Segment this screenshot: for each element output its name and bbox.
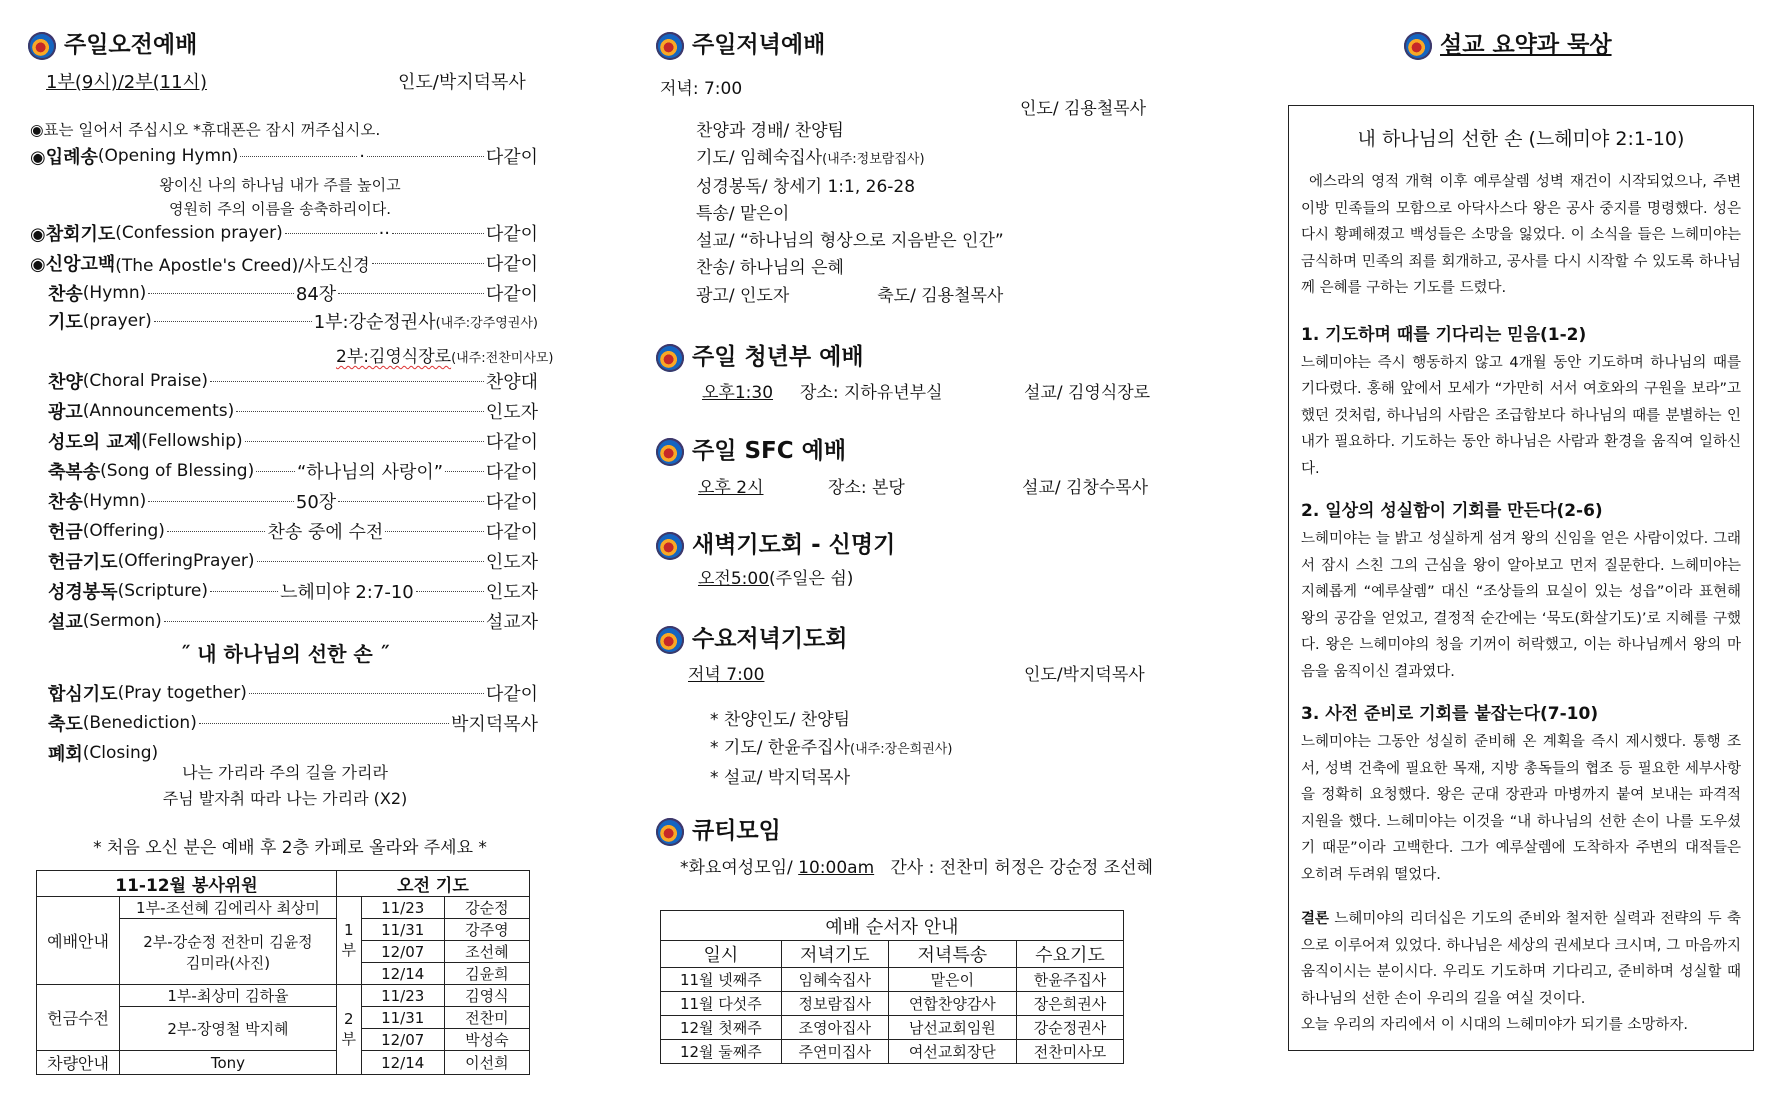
- order-table-cell: 12월 둘째주: [661, 1040, 782, 1064]
- prayer-date: 12/07: [361, 941, 444, 963]
- usher-second-line: 2부-강순정 전찬미 김윤정: [143, 932, 313, 951]
- wed-leader: 인도/박지덕목사: [1024, 665, 1145, 685]
- worship-item-english: (Benediction): [82, 713, 197, 733]
- church-logo-icon: [1404, 32, 1432, 60]
- prayer-second-service: [336, 342, 554, 367]
- worship-item-detail: 느헤미야 2:7-10: [280, 582, 414, 603]
- worship-item: [48, 710, 538, 736]
- worship-item-detail: “하나님의 사랑이”: [296, 462, 444, 483]
- prayer-date: 11/31: [361, 919, 444, 941]
- qt-title: 큐티모임: [692, 818, 781, 844]
- order-table-header: [661, 941, 1124, 968]
- prayer-date: 12/07: [361, 1029, 444, 1051]
- church-logo-icon: [656, 818, 684, 846]
- worship-item: [48, 368, 538, 394]
- sfc-time: 오후 2시: [698, 478, 764, 498]
- sfc-place: 장소: 본당: [828, 478, 905, 498]
- wed-line: [710, 734, 952, 764]
- lyric-line: 나는 가리라 주의 길을 가리라: [182, 763, 388, 782]
- morning-times: 1부(9시)/2부(11시): [46, 72, 207, 93]
- prayer-name: 강주영: [444, 919, 529, 941]
- sermon-title: ˝ 내 하나님의 선한 손 ˝: [180, 642, 390, 666]
- worship-item-label: 성경봉독: [48, 582, 118, 603]
- conclusion-text: 느헤미야의 리더십은 기도의 준비와 철저한 실력과 전략의 두 축으로 이루어져 있었다. 하나님은 세상의 권세보다 크시며, 그 마음까지 움직이시는 분이시다. 우리도 기도하며 기다리고, 준비하며 성실할 때 하나님의 선한 손이 우리의 길을 여실 것이다.: [1301, 911, 1741, 1007]
- order-table: [660, 910, 1124, 1064]
- prayer-name: 조선혜: [444, 941, 529, 963]
- worship-item: [30, 250, 538, 276]
- offering-second: 2부-장영철 박지혜: [120, 1007, 337, 1051]
- part-two: 2 부: [336, 985, 361, 1075]
- prayer-date: 11/23: [361, 897, 444, 919]
- worship-item-english: (Sermon): [82, 611, 162, 631]
- church-logo-icon: [656, 626, 684, 654]
- wed-prayer: * 기도/ 한윤주집사: [710, 738, 850, 758]
- worship-item-label: 성도의 교제: [48, 432, 142, 453]
- prayer-name: 강순정: [444, 897, 529, 919]
- prayer-header: 오전 기도: [336, 871, 529, 897]
- evening-line: [696, 283, 1004, 310]
- youth-place: 장소: 지하유년부실: [800, 383, 943, 403]
- prayer-date: 12/14: [361, 1051, 444, 1075]
- offering-first: 1부-최상미 김하율: [120, 985, 337, 1007]
- worship-item-person: 인도자: [485, 552, 538, 573]
- order-table-cell: 주연미집사: [781, 1040, 888, 1064]
- order-table-cell: 맡은이: [888, 968, 1016, 992]
- offering-label: 헌금수전: [37, 985, 120, 1051]
- volunteer-table: [36, 870, 530, 1075]
- worship-item: [48, 458, 538, 484]
- sfc-title: 주일 SFC 예배: [692, 438, 847, 464]
- worship-item-person: 다같이: [485, 684, 538, 705]
- order-table-column-header: 저녁특송: [888, 941, 1016, 968]
- order-table-cell: 한윤주집사: [1016, 968, 1123, 992]
- worship-item: [48, 398, 538, 424]
- worship-item-english: (OfferingPrayer): [117, 551, 255, 571]
- summary-point-two: 느헤미야는 늘 밝고 성실하게 섬겨 왕의 신임을 얻은 사람이었다. 그래서 잠시 스친 그의 근심을 왕이 알아보고 먼저 질문한다. 느헤미야는 지혜롭게 “예루살렘” 대신 “조상들의 묘실이 있는 성읍”이라 표현해 왕의 공감을 얻었고, 결정적 순간에는 ‘묵도(화살기도)’로 지혜를 구했다. 왕은 느헤미야의 청을 기꺼이 허락했고, 이는 하나님께서 왕의 마음을 움직이신 결과였다.: [1301, 531, 1741, 680]
- sfc-heading: [656, 432, 846, 466]
- worship-item-person: 다같이: [485, 462, 538, 483]
- order-table-cell: 11월 넷째주: [661, 968, 782, 992]
- prayer-name: 박성숙: [444, 1029, 529, 1051]
- evening-column: [640, 0, 1200, 1094]
- worship-item-label: 축복송: [48, 462, 101, 483]
- welcome-note: * 처음 오신 분은 예배 후 2층 카페로 올라와 주세요 *: [93, 838, 487, 858]
- car-driver: Tony: [120, 1051, 337, 1075]
- wed-order: [710, 706, 952, 792]
- prayer-name: 김영식: [444, 985, 529, 1007]
- worship-item-person: 다같이: [485, 224, 538, 245]
- church-logo-icon: [28, 32, 56, 60]
- evening-leader: 인도/ 김용철목사: [1020, 99, 1147, 119]
- worship-item-detail-small: (내주:강주영권사): [435, 315, 538, 331]
- worship-item-english: (Offering): [82, 521, 165, 541]
- worship-item-person: 찬양대: [485, 372, 538, 393]
- qt-staff: 간사 : 전찬미 허정은 강순정 조선혜: [890, 858, 1154, 878]
- prayer-name: 전찬미: [444, 1007, 529, 1029]
- qt-time: 10:00am: [798, 858, 875, 878]
- worship-item: [48, 488, 538, 514]
- part-one: 1 부: [336, 897, 361, 985]
- worship-item-person: 다같이: [485, 254, 538, 275]
- worship-item-person: 설교자: [485, 612, 538, 633]
- sfc-preacher: 설교/ 김창수목사: [1022, 478, 1149, 498]
- wed-prayer-next: (내주:장은희권사): [850, 742, 953, 757]
- evening-prayer: 기도/ 임혜숙집사: [696, 148, 823, 169]
- dawn-heading: [656, 526, 895, 560]
- evening-line: [696, 145, 1004, 173]
- prayer-second-next: (내주:전찬미사모): [451, 351, 554, 366]
- summary-closing: 오늘 우리의 자리에서 이 시대의 느헤미야가 되기를 소망하자.: [1301, 1017, 1689, 1033]
- worship-item-english: (Choral Praise): [82, 371, 209, 391]
- evening-announce: 광고/ 인도자: [696, 285, 790, 306]
- worship-item: [30, 143, 538, 169]
- evening-benediction: 축도/ 김용철목사: [877, 285, 1004, 306]
- order-table-cell: 조영아집사: [781, 1016, 888, 1040]
- worship-item-english: (Hymn): [82, 491, 147, 511]
- worship-item-person: 인도자: [485, 402, 538, 423]
- worship-item-detail: ·: [359, 145, 365, 167]
- sermon-summary-box: [1288, 105, 1754, 1051]
- worship-item-detail: 1부:강순정권사: [313, 312, 436, 333]
- worship-item-label: 헌금: [48, 522, 83, 543]
- evening-line: 찬송/ 하나님의 은혜: [696, 258, 844, 279]
- prayer-name: 이선희: [444, 1051, 529, 1075]
- evening-title: 주일저녁예배: [692, 32, 826, 58]
- prayer-name: 김윤희: [444, 963, 529, 985]
- lyric-line: 주님 발자취 따라 나는 가리라 (X2): [162, 789, 408, 808]
- order-table-cell: 여선교회장단: [888, 1040, 1016, 1064]
- evening-line: 설교/ “하나님의 형상으로 지음받은 인간”: [696, 231, 1004, 252]
- summary-point-one: 느헤미야는 즉시 행동하지 않고 4개월 동안 기도하며 하나님의 때를 기다렸다. 홍해 앞에서 모세가 “가만히 서서 여호와의 구원을 보라”고 했던 것처럼, 하나님의 사람은 조급함보다 하나님의 때를 분별하는 인내가 필요하다. 기도하는 동안 하나님은 사람과 환경을 움직여 일하신다.: [1301, 354, 1741, 477]
- evening-time: 저녁: 7:00: [660, 79, 743, 99]
- worship-item-english: (Announcements): [82, 401, 235, 421]
- worship-item-english: (Pray together): [117, 683, 247, 703]
- order-table-cell: 정보람집사: [781, 992, 888, 1016]
- car-label: 차량안내: [37, 1051, 120, 1075]
- worship-item-label: ◉입례송: [30, 147, 98, 168]
- youth-heading: [656, 338, 864, 372]
- order-table-cell: 남선교회임원: [888, 1016, 1016, 1040]
- summary-conclusion: [1301, 906, 1741, 1012]
- church-logo-icon: [656, 438, 684, 466]
- worship-item-english: (Fellowship): [141, 431, 243, 451]
- summary-point-three-title: 3. 사전 준비로 기회를 붙잡는다(7-10): [1301, 704, 1599, 724]
- evening-prayer-next: (내주:정보람집사): [822, 152, 925, 168]
- worship-item-label: 찬송: [48, 492, 83, 513]
- worship-item: [48, 518, 538, 544]
- worship-item: [48, 608, 538, 634]
- youth-title: 주일 청년부 예배: [692, 344, 864, 370]
- church-logo-icon: [656, 532, 684, 560]
- order-table-cell: 전찬미사모: [1016, 1040, 1123, 1064]
- worship-item-english: (prayer): [82, 311, 152, 331]
- worship-item-label: 축도: [48, 714, 83, 735]
- youth-time: 오후1:30: [702, 383, 774, 403]
- evening-line: 특송/ 맡은이: [696, 203, 790, 224]
- worship-item-label: ◉참회기도: [30, 224, 116, 245]
- order-table-cell: 임혜숙집사: [781, 968, 888, 992]
- order-table-column-header: 수요기도: [1016, 941, 1123, 968]
- worship-item-person: 박지덕목사: [451, 714, 538, 735]
- morning-title: 주일오전예배: [64, 32, 198, 58]
- worship-item-person: 다같이: [485, 522, 538, 543]
- summary-point-two-title: 2. 일상의 성실함이 기회를 만든다(2-6): [1301, 501, 1603, 521]
- worship-item: [48, 280, 538, 306]
- worship-item-detail: 84장: [295, 284, 337, 305]
- qt-line: [680, 853, 1153, 878]
- worship-item-label: 설교: [48, 612, 83, 633]
- worship-item-english: (Confession prayer): [115, 223, 283, 243]
- worship-item-english: (Song of Blessing): [100, 461, 255, 481]
- summary-heading: [1404, 26, 1612, 60]
- worship-item-person: 다같이: [485, 492, 539, 513]
- worship-item-english: (Scripture): [117, 581, 208, 601]
- worship-item-english: (Hymn): [82, 283, 147, 303]
- order-table-column-header: 저녁기도: [781, 941, 888, 968]
- evening-line: 성경봉독/ 창세기 1:1, 26-28: [696, 176, 916, 197]
- usher-label: 예배안내: [37, 897, 120, 985]
- dawn-time-value: 오전5:00: [698, 569, 770, 589]
- wed-line: * 찬양인도/ 찬양팀: [710, 710, 850, 730]
- dawn-time: [698, 564, 853, 589]
- usher-first: 1부-조선혜 김에리사 최상미: [120, 897, 337, 919]
- worship-item-detail: ··: [378, 222, 391, 244]
- prayer-second-name: 2부:김영식장로: [336, 347, 452, 367]
- volunteer-header: 11-12월 봉사위원: [37, 871, 337, 897]
- wed-title: 수요저녁기도회: [692, 626, 848, 652]
- lyric-line: 영원히 주의 이름을 송축하리이다.: [169, 200, 391, 218]
- qt-group: *화요여성모임/: [680, 858, 793, 878]
- order-table-cell: 연합찬양감사: [888, 992, 1016, 1016]
- morning-leader: 인도/박지덕목사: [398, 72, 526, 93]
- prayer-date: 12/14: [361, 963, 444, 985]
- summary-point-one-title: 1. 기도하며 때를 기다리는 믿음(1-2): [1301, 324, 1587, 345]
- church-logo-icon: [656, 344, 684, 372]
- morning-service-column: [0, 0, 560, 1094]
- worship-item-label: 광고: [48, 402, 83, 423]
- worship-item-label: ◉신앙고백: [30, 254, 116, 275]
- wed-time: 저녁 7:00: [688, 665, 765, 685]
- wed-heading: [656, 620, 848, 654]
- table-row: [661, 992, 1124, 1016]
- worship-item-detail: 찬송 중에 수전: [267, 522, 384, 543]
- evening-line: 찬양과 경배/ 찬양팀: [696, 121, 844, 141]
- qt-heading: [656, 812, 781, 846]
- evening-order: [696, 118, 1004, 310]
- order-table-cell: 장은희권사: [1016, 992, 1123, 1016]
- summary-sermon-title: 내 하나님의 선한 손 (느헤미야 2:1-10): [1357, 128, 1685, 150]
- order-table-cell: 강순정권사: [1016, 1016, 1123, 1040]
- closing-lyrics: [120, 760, 450, 812]
- prayer-date: 11/31: [361, 1007, 444, 1029]
- order-table-body: [661, 968, 1124, 1064]
- evening-heading: [656, 26, 825, 60]
- table-row: [661, 968, 1124, 992]
- standing-note: ◉표는 일어서 주십시오 *휴대폰은 잠시 꺼주십시오.: [30, 121, 381, 139]
- conclusion-label: 결론: [1301, 911, 1330, 927]
- usher-second: [120, 919, 337, 985]
- worship-item: [48, 680, 538, 706]
- worship-item: [48, 428, 538, 454]
- worship-item-label: 합심기도: [48, 684, 118, 705]
- summary-point-three: 느헤미야는 그동안 성실히 준비해 온 계획을 즉시 제시했다. 통행 조서, 성벽 건축에 필요한 목재, 지방 총독들의 협조 등 필요한 세부사항을 정확히 요청했다. 왕은 군대 장관과 마병까지 붙여 보내는 파격적 지원을 했다. 느헤미야는 이것을 “내 하나님의 선한 손이 나를 도우셨기 때문”이라 고백한다. 그가 예루살렘에 도착하자 주변의 대적들은 오히려 두려워 떨었다.: [1301, 734, 1741, 883]
- dawn-note: (주일은 쉼): [769, 569, 854, 589]
- worship-item: [48, 548, 538, 574]
- order-table-title: 예배 순서자 안내: [661, 911, 1124, 941]
- worship-item: [48, 578, 538, 604]
- table-row: [661, 1040, 1124, 1064]
- worship-item-english: (Opening Hymn): [97, 146, 239, 166]
- worship-item-english: (The Apostle's Creed)/사도신경: [115, 255, 370, 276]
- morning-heading: [28, 26, 197, 60]
- worship-item: [48, 308, 538, 334]
- order-table-cell: 12월 첫째주: [661, 1016, 782, 1040]
- youth-preacher: 설교/ 김영식장로: [1024, 383, 1151, 403]
- worship-item-label: 찬송: [48, 284, 83, 305]
- summary-intro: 에스라의 영적 개혁 이후 예루살렘 성벽 재건이 시작되었으나, 주변 이방 민족들의 모함으로 아닥사스다 왕은 공사 중지를 명령했다. 성은 다시 황폐해졌고 백성들은 소망을 잃었다. 이 소식을 들은 느헤미야는 금식하며 민족의 죄를 회개하고, 공사를 다시 시작할 수 있도록 하나님께 은혜를 구하는 기도를 드렸다.: [1301, 174, 1741, 296]
- worship-item: [30, 220, 538, 246]
- worship-item-person: 다같이: [485, 147, 539, 168]
- order-table-column-header: 일시: [661, 941, 782, 968]
- worship-item-label: 기도: [48, 312, 83, 333]
- lyric-line: 왕이신 나의 하나님 내가 주를 높이고: [159, 176, 401, 194]
- worship-item-person: 인도자: [485, 582, 538, 603]
- worship-item-english: (Closing): [82, 743, 159, 763]
- wed-line: * 설교/ 박지덕목사: [710, 768, 850, 788]
- worship-item-detail: 50장: [295, 492, 337, 513]
- table-row: [661, 1016, 1124, 1040]
- worship-item-label: 찬양: [48, 372, 83, 393]
- entrance-lyrics: [120, 173, 440, 221]
- usher-second-line: 김미라(사진): [185, 953, 271, 972]
- worship-item-label: 헌금기도: [48, 552, 118, 573]
- order-table-cell: 11월 다섯주: [661, 992, 782, 1016]
- summary-column: [1280, 0, 1780, 1094]
- summary-title: 설교 요약과 묵상: [1440, 32, 1612, 58]
- prayer-date: 11/23: [361, 985, 444, 1007]
- worship-item-person: 다같이: [485, 432, 538, 453]
- worship-item-label: 폐회: [48, 744, 83, 765]
- church-logo-icon: [656, 32, 684, 60]
- worship-item-person: 다같이: [485, 284, 539, 305]
- dawn-title: 새벽기도회 - 신명기: [692, 532, 896, 558]
